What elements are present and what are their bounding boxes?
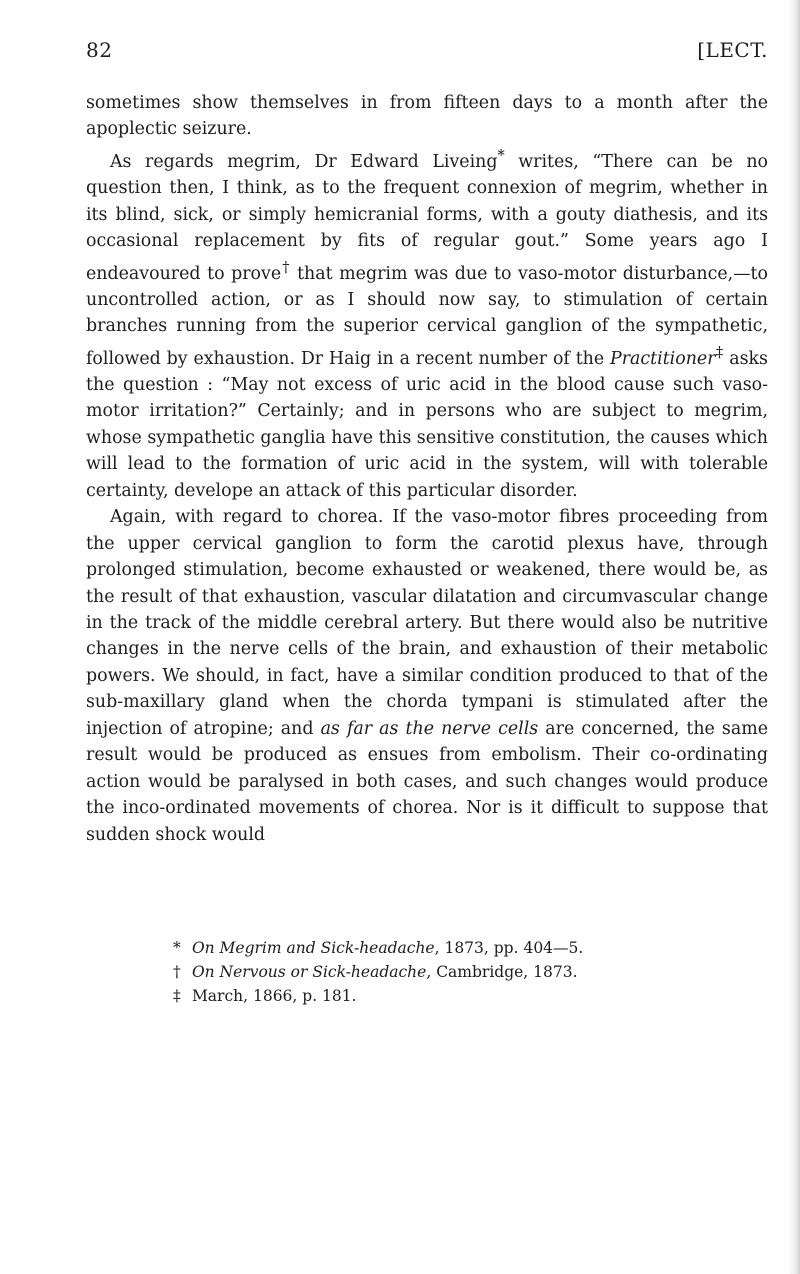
running-head: [LECT.: [697, 38, 768, 62]
paragraph-3-italic: as far as the nerve cells: [320, 718, 539, 739]
paragraph-2-text-c: that megrim was due to vaso-motor disturbance,—to uncontrolled action, or as I should now say, to stimulation of certain branches running from the superior cervical ganglion of the sympathetic, followed by exhaustion. Dr Haig in a recent number of the: [86, 263, 768, 369]
footnote-3: [173, 984, 733, 1008]
footnote-1: [173, 936, 733, 960]
footnote-ref-2: †: [281, 259, 291, 276]
body-text: [86, 90, 768, 848]
footnote-mark: †: [173, 963, 181, 981]
paragraph-3-text-b: are concerned, the same result would be produced as ensues from embolism. Their co-ordinating action would be paralysed in both cases, and such changes would produce the inco-ordinated movements of chorea. Nor is it difficult to suppose that sudden shock would: [86, 718, 768, 845]
footnote-title: On Megrim and Sick-headache: [191, 939, 435, 957]
paragraph-2: [86, 143, 768, 504]
journal-title: Practitioner: [610, 348, 716, 369]
footnote-mark: *: [173, 939, 181, 957]
footnote-ref-1: *: [497, 147, 505, 164]
paragraph-3-text-a: Again, with regard to chorea. If the vaso-motor fibres proceeding from the upper cervical ganglion to form the carotid plexus have, through prolonged stimulation, become exhausted or weakened, there would be, as the result of that exhaustion, vascular dilatation and circumvascular change in the track of the middle cerebral artery. But there would also be nutritive changes in the nerve cells of the brain, and exhaustion of their metabolic powers. We should, in fact, have a similar condition produced to that of the sub-maxillary gland when the chorda tympani is stimulated after the injection of atropine; and: [86, 507, 768, 739]
footnote-mark: ‡: [173, 987, 181, 1005]
footnote-rest: March, 1866, p. 181.: [191, 987, 357, 1005]
footnote-rest: , 1873, pp. 404—5.: [434, 939, 584, 957]
paragraph-2-text-a: As regards megrim, Dr Edward Liveing: [110, 151, 498, 172]
page-header: [86, 38, 768, 74]
footnote-rest: , Cambridge, 1873.: [426, 963, 578, 981]
paragraph-2-text-d: asks the question : “May not excess of uric acid in the blood cause such vaso-motor irritation?” Certainly; and in persons who are subject to megrim, whose sympathetic ganglia have this sensitive constitution, the causes which will lead to the formation of uric acid in the system, will with tolerable certainty, develope an attack of this particular disorder.: [86, 348, 768, 501]
paragraph-3: [86, 504, 768, 848]
paragraph-1-text: sometimes show themselves in from fifteen days to a month after the apoplectic seizure.: [86, 93, 768, 140]
paragraph-1: [86, 90, 768, 143]
footnote-ref-3: ‡: [715, 344, 724, 361]
footnote-title: On Nervous or Sick-headache: [191, 963, 427, 981]
paragraph-2-text-b: writes, “There can be no question then, I think, as to the frequent connexion of megrim, whether in its blind, sick, or simply hemicranial forms, with a gouty diathesis, and its occasional replacement by fits of regular gout.” Some years ago I endeavoured to prove: [86, 151, 768, 284]
page-edge-shadow: [788, 0, 800, 1274]
footnote-2: [173, 960, 733, 984]
page-number: 82: [86, 38, 113, 62]
footnotes: [173, 936, 733, 1008]
